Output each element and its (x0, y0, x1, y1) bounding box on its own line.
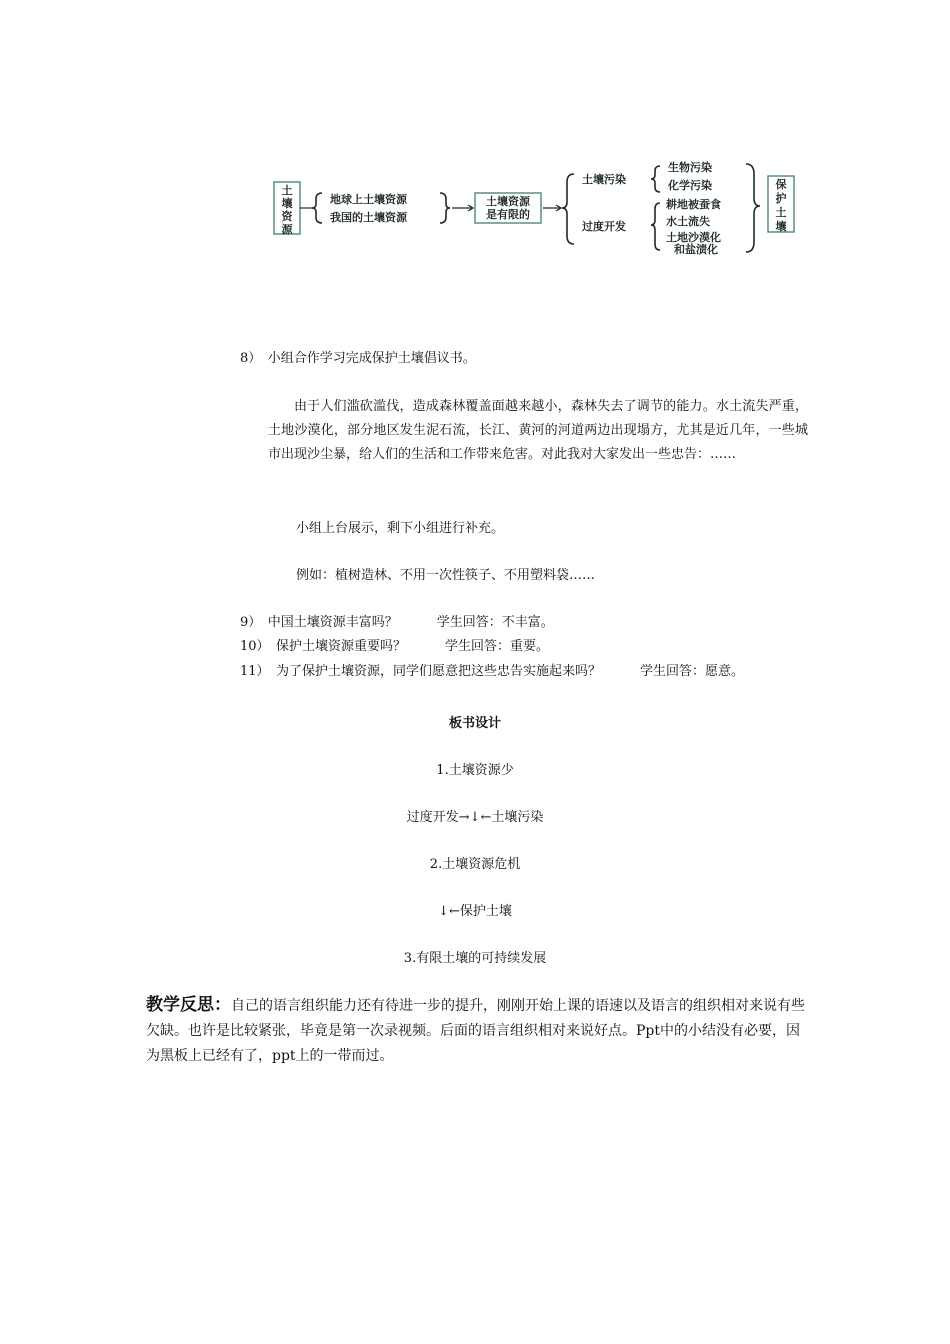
reflection-text: 自己的语言组织能力还有待进一步的提升，刚刚开始上课的语速以及语言的组织相对来说有些欠缺。也许是比较紧张，毕竟是第一次录视频。后面的语言组织相对来说好点。Ppt中的小结没有必要，因为黑板上已经有了，ppt上的一带而过。 (146, 998, 805, 1064)
middle-line-1: 土壤资源 (486, 195, 530, 208)
board-line-5: 3.有限土壤的可持续发展 (403, 951, 547, 966)
branch1-item-2: 我国的土壤资源 (330, 211, 407, 224)
item-10: 10） 保护土壤资源重要吗？ 学生回答：重要。 (240, 639, 550, 654)
result-char-1: 保 (775, 178, 787, 191)
pollution-label: 土壤污染 (582, 173, 626, 186)
group-display-text: 小组上台展示，剩下小组进行补充。 (296, 521, 505, 536)
root-char-4: 源 (281, 223, 293, 236)
board-title: 板书设计 (448, 716, 501, 731)
board-line-4: ↓←保护土壤 (438, 904, 512, 919)
overdev-brace (651, 203, 660, 250)
overdev-item-4: 和盐渍化 (674, 243, 718, 256)
item-11: 11） 为了保护土壤资源，同学们愿意把这些忠告实施起来吗？ 学生回答：愿意。 (240, 664, 745, 679)
example-text: 例如：植树造林、不用一次性筷子、不用塑料袋…… (296, 568, 596, 583)
item-9: 9） 中国土壤资源丰富吗？ 学生回答：不丰富。 (240, 615, 554, 630)
item-8: 8） 小组合作学习完成保护土壤倡议书。 (240, 351, 476, 366)
pollution-item-1: 生物污染 (668, 161, 712, 174)
causes-brace (562, 174, 574, 244)
result-char-4: 壤 (775, 220, 787, 233)
overdev-item-3: 土地沙漠化 (666, 231, 721, 244)
root-char-1: 土 (281, 184, 293, 197)
pollution-brace (651, 166, 660, 192)
branch1-item-1: 地球上土壤资源 (330, 193, 407, 206)
branch1-right-brace (440, 193, 450, 223)
overdev-item-1: 耕地被蚕食 (666, 198, 721, 211)
root-char-2: 壤 (281, 197, 293, 210)
pollution-item-2: 化学污染 (668, 179, 712, 192)
branch1-left-brace (312, 193, 322, 223)
result-char-3: 土 (775, 206, 787, 219)
soil-concept-diagram (270, 158, 810, 258)
reflection-label: 教学反思： (146, 995, 231, 1015)
proposal-paragraph: 由于人们滥砍滥伐，造成森林覆盖面越来越小，森林失去了调节的能力。水土流失严重，土地沙漠化，部分地区发生泥石流，长江、黄河的河道两边出现塌方，尤其是近几年，一些城市出现沙尘暴，给人们的生活和工作带来危害。对此我对大家发出一些忠告：…… (268, 399, 808, 462)
overdev-item-2: 水土流失 (666, 215, 710, 228)
result-brace (746, 164, 760, 252)
board-line-3: 2.土壤资源危机 (429, 857, 521, 872)
board-line-2: 过度开发→↓←土壤污染 (406, 810, 544, 825)
middle-line-2: 是有限的 (486, 208, 530, 221)
result-char-2: 护 (775, 192, 787, 205)
root-char-3: 资 (281, 210, 293, 223)
overdev-label: 过度开发 (582, 220, 626, 233)
teaching-reflection (146, 993, 806, 1069)
board-line-1: 1.土壤资源少 (436, 763, 514, 778)
